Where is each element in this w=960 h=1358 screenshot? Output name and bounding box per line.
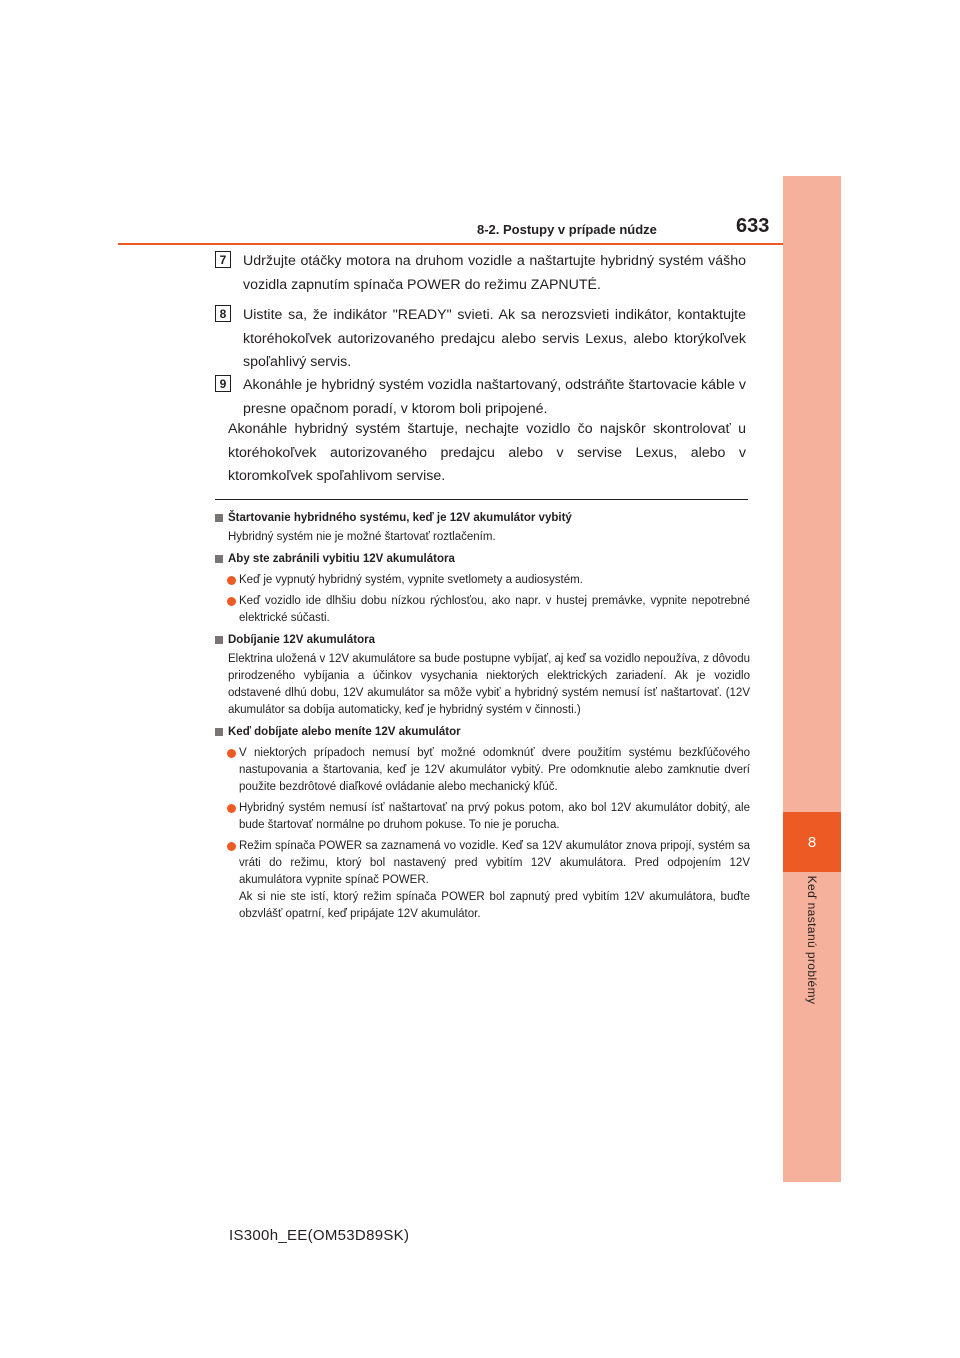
bullet-item: Hybridný systém nemusí ísť naštartovať na prvý pokus potom, ako bol 12V akumulátor dobitý, ale bude štartovať normálne po druhom pokuse. To nie je porucha.	[215, 800, 750, 834]
bullet-continuation: Ak si nie ste istí, ktorý režim spínača POWER bol zapnutý pred vybitím 12V akumulátora, buďte obzvlášť opatrní, keď pripájate 12V akumulátor.	[239, 891, 750, 920]
note-heading: Keď dobíjate alebo meníte 12V akumulátor	[215, 724, 750, 741]
chapter-number: 8	[807, 833, 817, 851]
round-bullet-icon	[227, 576, 236, 585]
closing-paragraph: Akonáhle hybridný systém štartuje, nechajte vozidlo čo najskôr skontrolovať u ktoréhokoľvek autorizovaného predajcu alebo v servise Lexus, alebo v ktoromkoľvek spoľahlivom servise.	[228, 421, 746, 484]
step-text: Uistite sa, že indikátor "READY" svieti. Ak sa nerozsvieti indikátor, kontaktujte ktoréhokoľvek autorizovaného predajcu alebo servis Lexus, alebo ktorýkoľvek spoľahlivý servis.	[243, 307, 746, 370]
document-code: IS300h_EE(OM53D89SK)	[229, 1227, 410, 1244]
step-number-badge: 8	[215, 305, 231, 322]
note-heading: Štartovanie hybridného systému, keď je 12V akumulátor vybitý	[215, 510, 750, 527]
round-bullet-icon	[227, 749, 236, 758]
square-bullet-icon	[215, 555, 223, 563]
bullet-item: V niektorých prípadoch nemusí byť možné odomknúť dvere použitím systému bezkľúčového nastupovania a štartovania, keď je 12V akumulátor vybitý. Pre odomknutie alebo zamknutie dverí použite bezdrôtové diaľkové ovládanie alebo mechanický kľúč.	[215, 745, 750, 796]
step-7	[215, 250, 746, 297]
bullet-item: Režim spínača POWER sa zaznamená vo vozidle. Keď sa 12V akumulátor znova pripojí, systém sa vráti do režimu, ktorý bol nastavený pred vybitím 12V akumulátora. Pred odpojením 12V akumulátora vypnite spínač POWER.	[215, 838, 750, 889]
page-number: 633	[736, 215, 770, 237]
section-title: 8-2. Postupy v prípade núdze	[477, 222, 657, 237]
square-bullet-icon	[215, 728, 223, 736]
bullet-item: Keď vozidlo ide dlhšiu dobu nízkou rýchlosťou, ako napr. v hustej premávke, vypnite nepotrebné elektrické súčasti.	[215, 593, 750, 627]
notes-section	[215, 510, 750, 923]
step-text: Udržujte otáčky motora na druhom vozidle a naštartujte hybridný systém vášho vozidla zapnutím spínača POWER do režimu ZAPNUTÉ.	[243, 253, 746, 293]
section-divider	[215, 499, 748, 500]
header-divider	[118, 243, 783, 245]
round-bullet-icon	[227, 842, 236, 851]
note-heading: Dobíjanie 12V akumulátora	[215, 632, 750, 649]
step-9	[215, 374, 746, 421]
step-number-badge: 9	[215, 375, 231, 392]
square-bullet-icon	[215, 636, 223, 644]
chapter-number-tab[interactable]	[783, 812, 841, 872]
chapter-side-band	[783, 176, 841, 1182]
square-bullet-icon	[215, 514, 223, 522]
round-bullet-icon	[227, 804, 236, 813]
step-text: Akonáhle je hybridný systém vozidla naštartovaný, odstráňte štartovacie káble v presne opačnom poradí, v ktorom boli pripojené.	[243, 377, 746, 417]
note-body: Hybridný systém nie je možné štartovať roztlačením.	[228, 531, 496, 543]
bullet-item: Keď je vypnutý hybridný systém, vypnite svetlomety a audiosystém.	[215, 572, 750, 589]
note-heading: Aby ste zabránili vybitiu 12V akumulátora	[215, 551, 750, 568]
chapter-label: Keď nastanú problémy	[805, 875, 819, 1005]
step-8	[215, 304, 746, 375]
step-number-badge: 7	[215, 251, 231, 268]
round-bullet-icon	[227, 597, 236, 606]
note-body: Elektrina uložená v 12V akumulátore sa bude postupne vybíjať, aj keď sa vozidlo nepoužíva, z dôvodu prirodzeného vybíjania a účinkov vysychania niektorých elektrických zariadení. Ak je vozidlo odstavené dlhú dobu, 12V akumulátor sa môže vybiť a hybridný systém nemusí ísť naštartovať. (12V akumulátor sa dobíja automaticky, keď je hybridný systém v činnosti.)	[228, 653, 750, 716]
